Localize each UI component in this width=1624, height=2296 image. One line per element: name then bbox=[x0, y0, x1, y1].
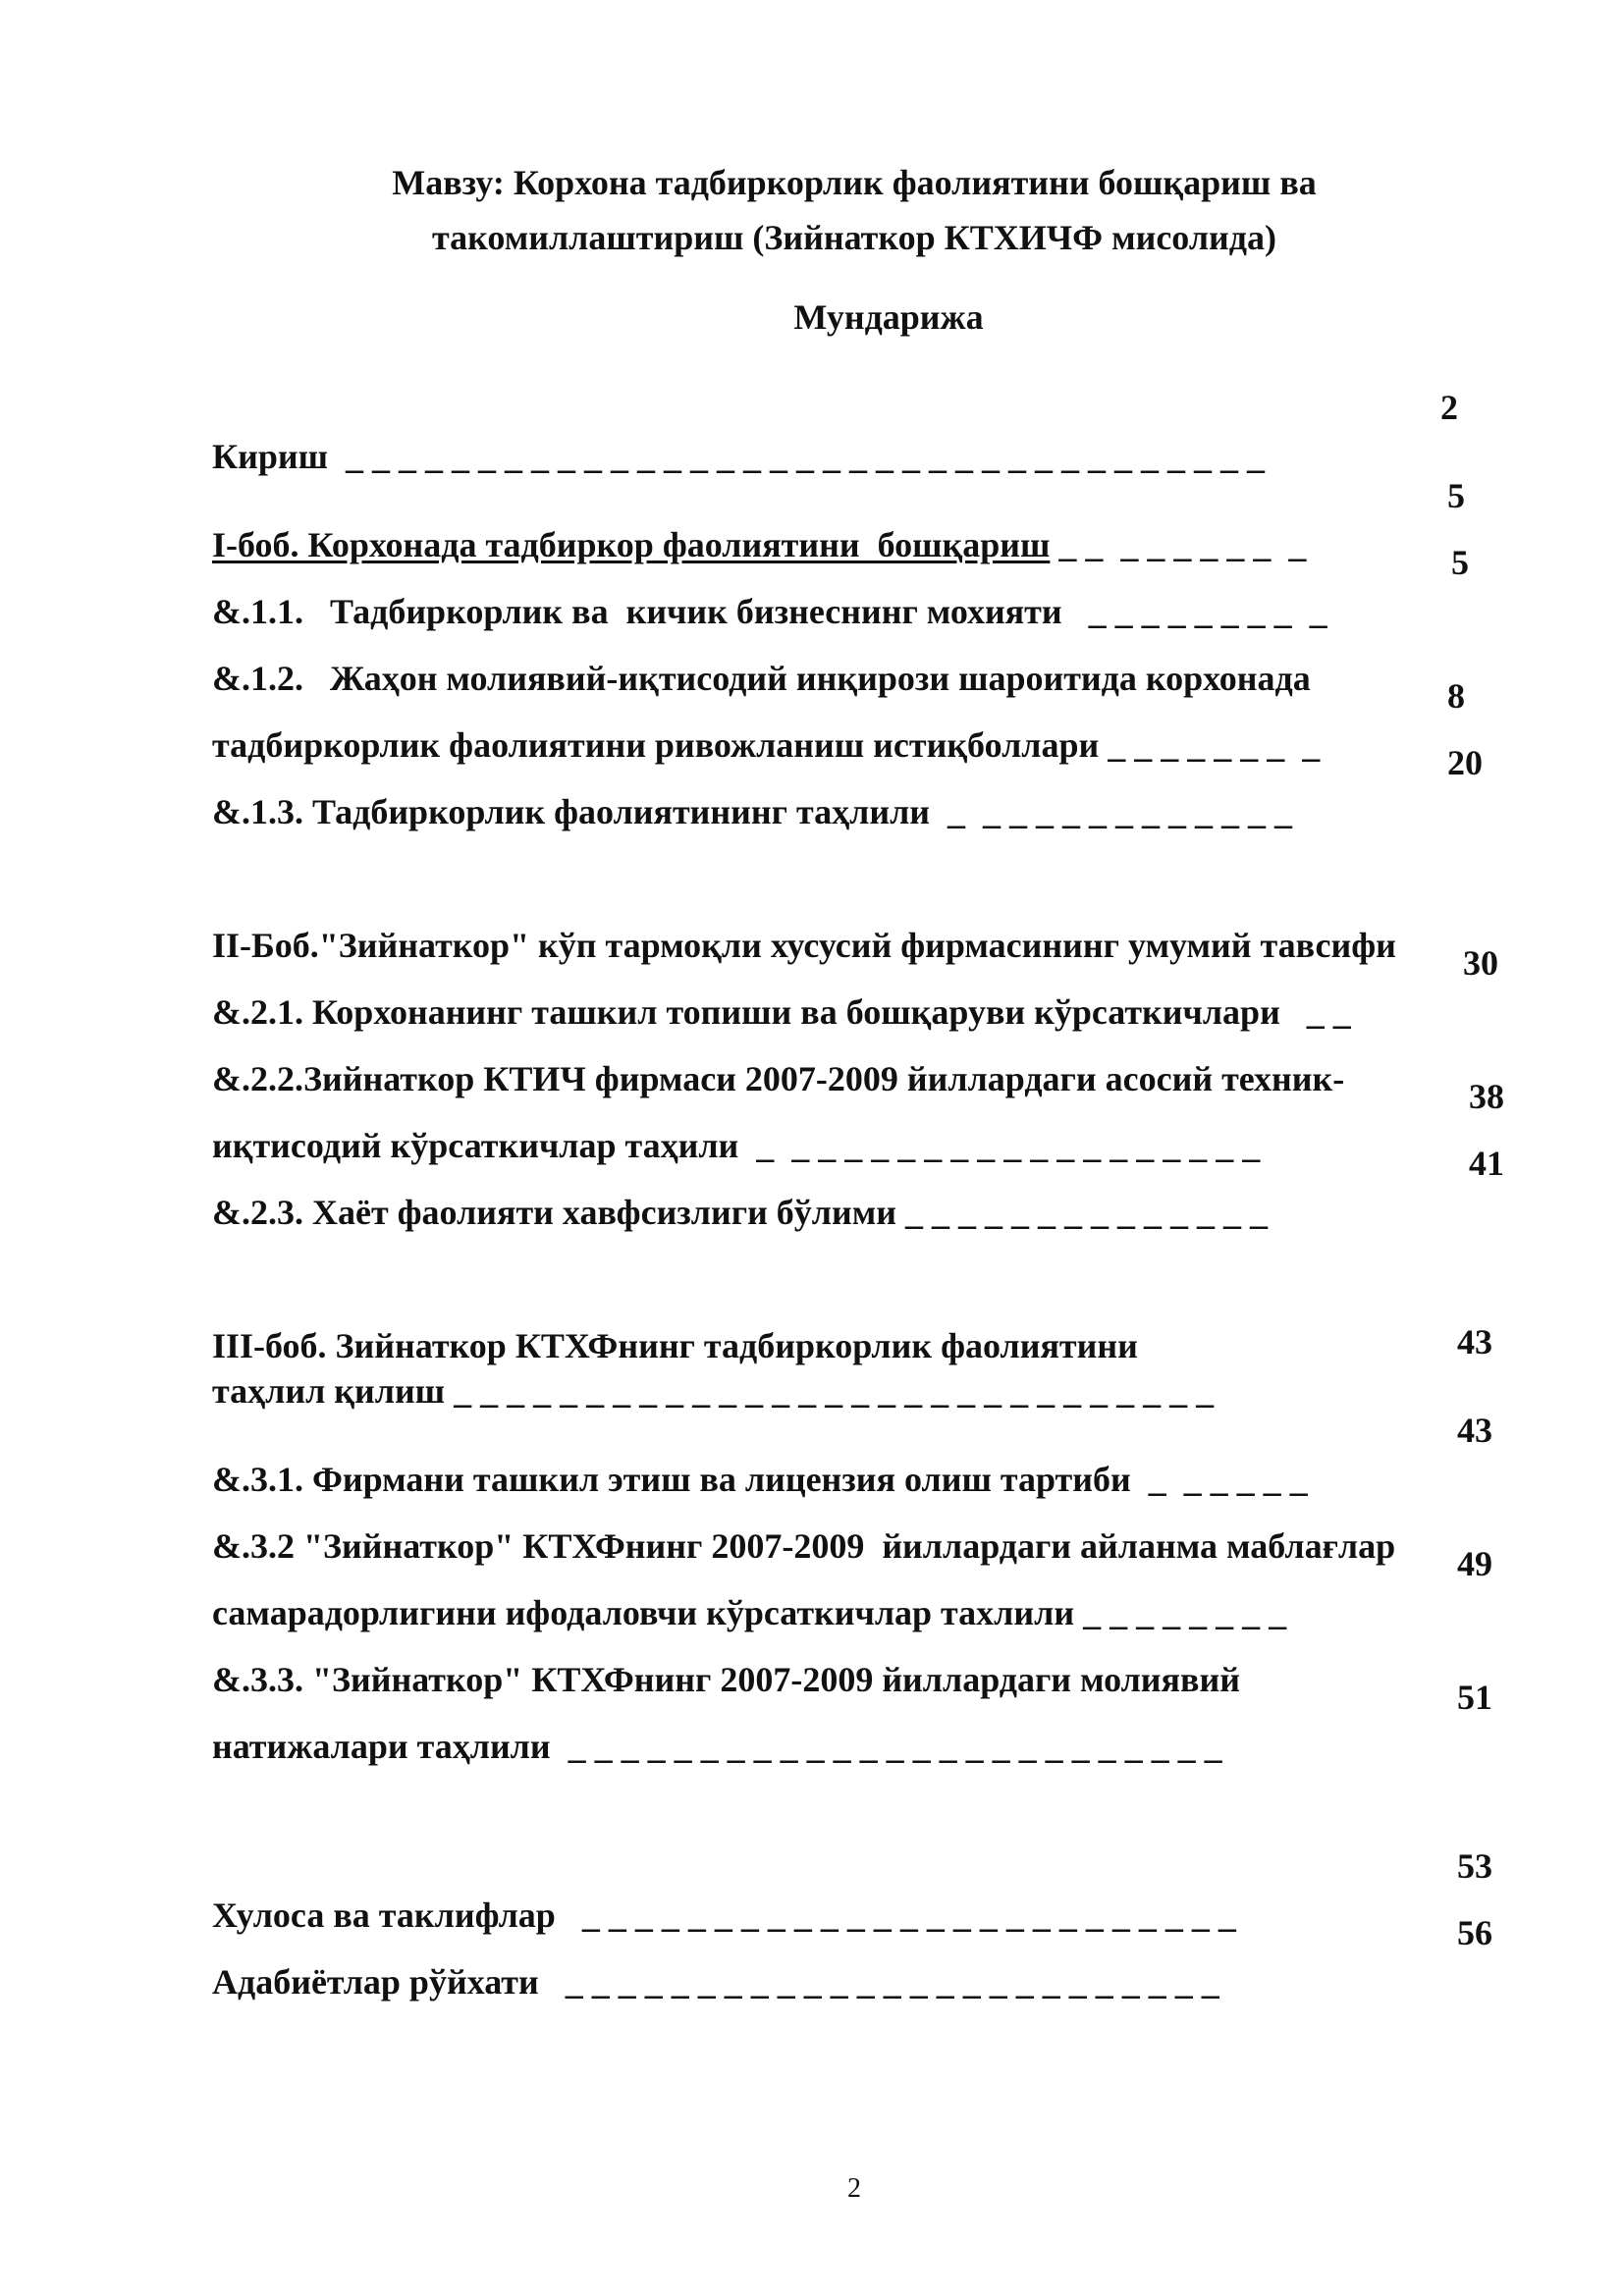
toc-entry-text: I-боб. Корхонада тадбиркор фаолиятини бошқариш bbox=[212, 525, 1051, 564]
toc-entry-text: III-боб. Зийнаткор КТХФнинг тадбиркорлик фаолиятини bbox=[212, 1326, 1138, 1365]
toc-entry-text: тадбиркорлик фаолиятини ривожланиш истиқболлари _ _ _ _ _ _ _ _ bbox=[212, 725, 1321, 765]
toc-entry-text: Кириш _ _ _ _ _ _ _ _ _ _ _ _ _ _ _ _ _ _ _ _ _ _ _ _ _ _ _ _ _ _ _ _ _ _ _ bbox=[212, 437, 1266, 476]
toc-entry-text: &.1.2. Жаҳон молиявий-иқтисодий инқирози шароитида корхонада bbox=[212, 659, 1311, 698]
toc-page-number: 5 bbox=[1447, 476, 1465, 515]
toc-page-number: 41 bbox=[1469, 1144, 1504, 1183]
toc-page-number: 2 bbox=[1440, 388, 1458, 427]
page-number: 2 bbox=[847, 2173, 861, 2204]
toc-entry-text: &.2.3. Хаёт фаолияти хавфсизлиги бўлими _ _ _ _ _ _ _ _ _ _ _ _ _ _ bbox=[212, 1193, 1269, 1232]
toc-page-number: 56 bbox=[1457, 1913, 1492, 1952]
toc-page-number: 53 bbox=[1457, 1846, 1492, 1886]
toc-entry-chapter-1[interactable] bbox=[194, 471, 1307, 564]
toc-heading: Мундарижа bbox=[793, 297, 984, 337]
toc-entry-1-3[interactable] bbox=[194, 738, 1293, 831]
toc-entry-text: &.3.2 "Зийнаткор" КТХФнинг 2007-2009 йиллардаги айланма маблағлар bbox=[212, 1526, 1396, 1566]
toc-entry-2-2[interactable] bbox=[194, 1005, 1345, 1098]
toc-entry-text: &.1.1. Тадбиркорлик ва кичик бизнеснинг мохияти _ _ _ _ _ _ _ _ _ bbox=[212, 592, 1327, 631]
toc-page-number: 49 bbox=[1457, 1544, 1492, 1583]
toc-entry-introduction[interactable] bbox=[194, 383, 1266, 476]
toc-entry-leader: _ _ _ _ _ _ _ _ _ bbox=[1050, 525, 1307, 564]
toc-entry-text: натижалари таҳлили _ _ _ _ _ _ _ _ _ _ _ _ _ _ _ _ _ _ _ _ _ _ _ _ _ bbox=[212, 1727, 1222, 1766]
toc-entry-3-2-cont[interactable] bbox=[194, 1539, 1287, 1632]
toc-entry-chapter-3[interactable] bbox=[194, 1272, 1138, 1365]
toc-entry-text: II-Боб."Зийнаткор" кўп тармоқли хусусий фирмасининг умумий тавсифи bbox=[212, 926, 1396, 965]
toc-entry-3-3[interactable] bbox=[194, 1606, 1240, 1699]
toc-entry-references[interactable] bbox=[194, 1908, 1219, 2002]
toc-page-number: 51 bbox=[1457, 1678, 1492, 1717]
toc-entry-1-1[interactable] bbox=[194, 538, 1327, 631]
toc-page-number: 30 bbox=[1463, 943, 1498, 983]
toc-entry-text: &.3.1. Фирмани ташкил этиш ва лицензия олиш тартиби _ _ _ _ _ _ bbox=[212, 1460, 1308, 1499]
toc-entry-chapter-3-cont[interactable] bbox=[194, 1317, 1215, 1411]
toc-page-number: 43 bbox=[1457, 1322, 1492, 1362]
toc-entry-text: &.3.3. "Зийнаткор" КТХФнинг 2007-2009 йиллардаги молиявий bbox=[212, 1660, 1240, 1699]
toc-entry-text: &.2.2.Зийнаткор КТИЧ фирмаси 2007-2009 йиллардаги асосий техник- bbox=[212, 1059, 1345, 1098]
toc-page-number: 38 bbox=[1469, 1077, 1504, 1116]
toc-entry-text: таҳлил қилиш _ _ _ _ _ _ _ _ _ _ _ _ _ _ _ _ _ _ _ _ _ _ _ _ _ _ _ _ _ bbox=[212, 1371, 1215, 1411]
toc-entry-chapter-2[interactable] bbox=[194, 872, 1396, 965]
toc-entry-3-3-cont[interactable] bbox=[194, 1673, 1222, 1766]
toc-page-number: 8 bbox=[1447, 676, 1465, 716]
toc-page-number: 43 bbox=[1457, 1411, 1492, 1450]
toc-entry-text: &.2.1. Корхонанинг ташкил топиши ва бошқаруви кўрсаткичлари _ _ bbox=[212, 992, 1351, 1032]
title-line-2: такомиллаштириш (Зийнаткор КТХИЧФ мисолида) bbox=[432, 218, 1276, 257]
toc-page-number: 5 bbox=[1451, 543, 1469, 582]
toc-page-number: 20 bbox=[1447, 743, 1483, 782]
toc-entry-2-2-cont[interactable] bbox=[194, 1072, 1261, 1165]
document-title bbox=[0, 155, 1624, 265]
toc-entry-text: Адабиётлар рўйхати _ _ _ _ _ _ _ _ _ _ _ _ _ _ _ _ _ _ _ _ _ _ _ _ _ bbox=[212, 1962, 1219, 2002]
toc-entry-3-2[interactable] bbox=[194, 1472, 1396, 1566]
toc-entry-1-2[interactable] bbox=[194, 605, 1311, 698]
toc-entry-2-3[interactable] bbox=[194, 1139, 1269, 1232]
toc-entry-1-2-cont[interactable] bbox=[194, 671, 1321, 765]
toc-entry-text: Хулоса ва таклифлар _ _ _ _ _ _ _ _ _ _ _ _ _ _ _ _ _ _ _ _ _ _ _ _ _ bbox=[212, 1896, 1236, 1935]
toc-entry-text: иқтисодий кўрсаткичлар таҳили _ _ _ _ _ _ _ _ _ _ _ _ _ _ _ _ _ _ _ bbox=[212, 1126, 1261, 1165]
toc-entry-3-1[interactable] bbox=[194, 1406, 1308, 1499]
toc-entry-text: &.1.3. Тадбиркорлик фаолиятининг таҳлили _ _ _ _ _ _ _ _ _ _ _ _ _ bbox=[212, 792, 1293, 831]
toc-entry-conclusions[interactable] bbox=[194, 1842, 1236, 1935]
toc-entry-2-1[interactable] bbox=[194, 938, 1351, 1032]
title-line-1: Мавзу: Корхона тадбиркорлик фаолиятини бошқариш ва bbox=[392, 163, 1317, 202]
toc-entry-text: самарадорлигини ифодаловчи кўрсаткичлар тахлили _ _ _ _ _ _ _ _ bbox=[212, 1593, 1287, 1632]
